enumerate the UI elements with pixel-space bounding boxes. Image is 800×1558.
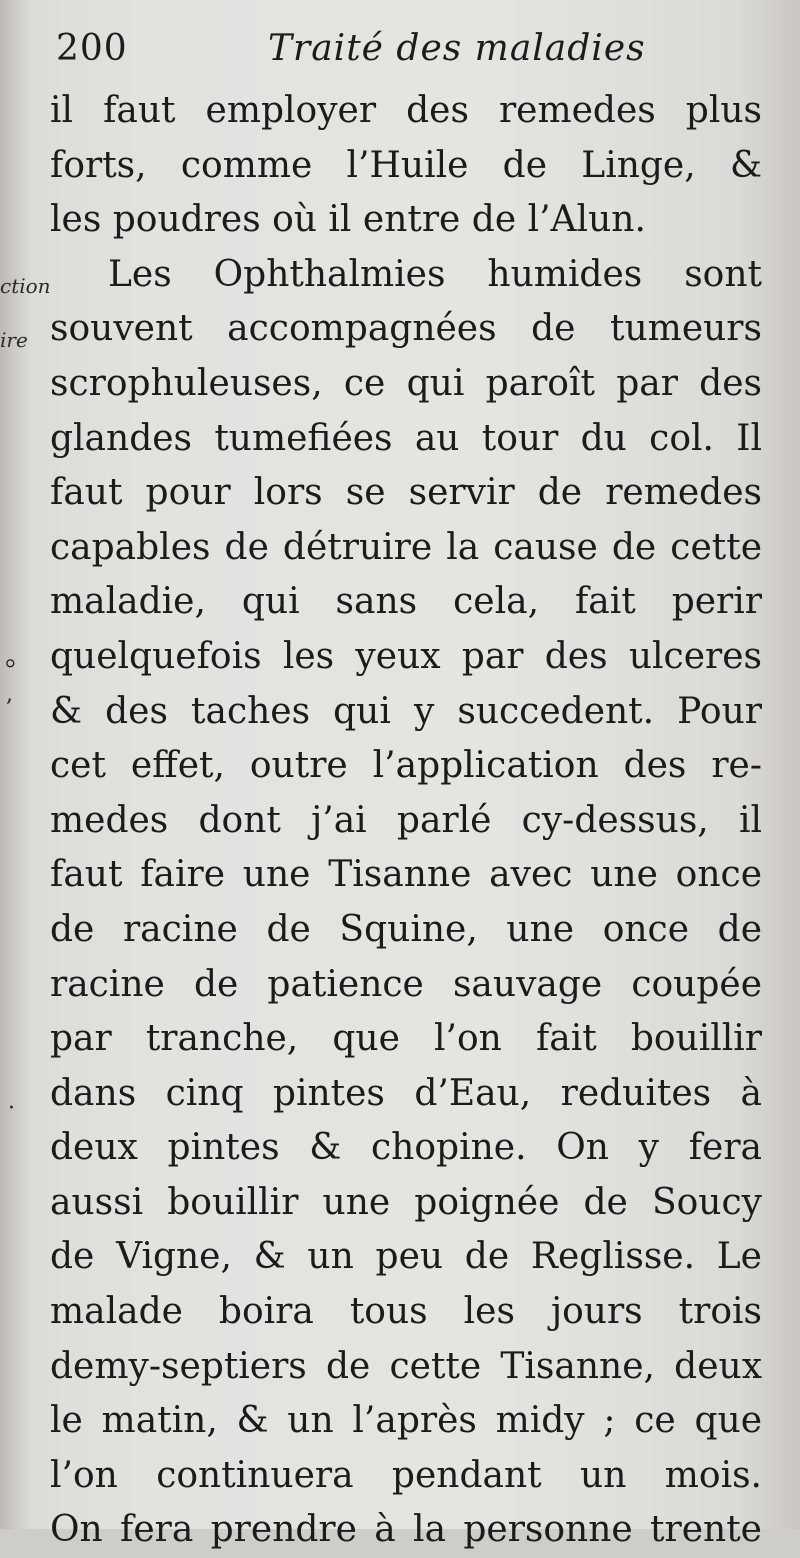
text-line: de racine de Squine, une once de: [50, 908, 762, 950]
margin-mark: ·: [8, 1096, 15, 1121]
text-line: de Vigne, & un peu de Reglisse. Le: [50, 1236, 762, 1278]
text-line: il faut employer des remedes plus: [50, 90, 762, 131]
text-line: l’on continuera pendant un mois.: [50, 1454, 762, 1496]
page-header: [56, 22, 776, 82]
text-line: le matin, & un l’après midy ; ce que: [50, 1400, 762, 1442]
text-line: racine de patience sauvage coupée: [50, 963, 762, 1005]
text-line: & des taches qui y succedent. Pour: [50, 690, 762, 732]
text-line: On fera prendre à la personne trente: [50, 1509, 762, 1551]
text-line: medes dont j’ai parlé cy-dessus, il: [50, 799, 762, 841]
text-line: maladie, qui sans cela, fait perir: [50, 581, 762, 623]
text-line: deux pintes & chopine. On y fera: [50, 1127, 762, 1169]
text-line: malade boira tous les jours trois: [50, 1291, 762, 1333]
text-line: glandes tumefiées au tour du col. Il: [50, 417, 762, 459]
margin-mark: ⸰: [4, 652, 17, 677]
margin-mark: ,: [6, 682, 13, 707]
body-text: [50, 84, 762, 1558]
text-line: quelquefois les yeux par des ulceres: [50, 635, 762, 677]
margin-note-1: ction: [0, 274, 51, 298]
text-line: forts, comme l’Huile de Linge, &: [50, 144, 762, 186]
page-number: 200: [56, 28, 128, 69]
text-line: par tranche, que l’on fait bouillir: [50, 1018, 762, 1060]
text-line: faut pour lors se servir de remedes: [50, 472, 762, 514]
text-line: demy-septiers de cette Tisanne, deux: [50, 1345, 762, 1387]
text-line: scrophuleuses, ce qui paroît par des: [50, 362, 762, 404]
running-title: Traité des maladies: [268, 28, 646, 69]
text-line: cet effet, outre l’application des re-: [50, 745, 762, 787]
text-line: aussi bouillir une poignée de Soucy: [50, 1181, 762, 1223]
text-line: Les Ophthalmies humides sont: [108, 253, 762, 295]
text-line: les poudres où il entre de l’Alun.: [50, 199, 646, 241]
text-line: capables de détruire la cause de cette: [50, 526, 762, 568]
text-line: faut faire une Tisanne avec une once: [50, 854, 762, 896]
text-line: souvent accompagnées de tumeurs: [50, 308, 762, 350]
margin-note-2: ire: [0, 328, 28, 352]
text-line: dans cinq pintes d’Eau, reduites à: [50, 1072, 762, 1114]
